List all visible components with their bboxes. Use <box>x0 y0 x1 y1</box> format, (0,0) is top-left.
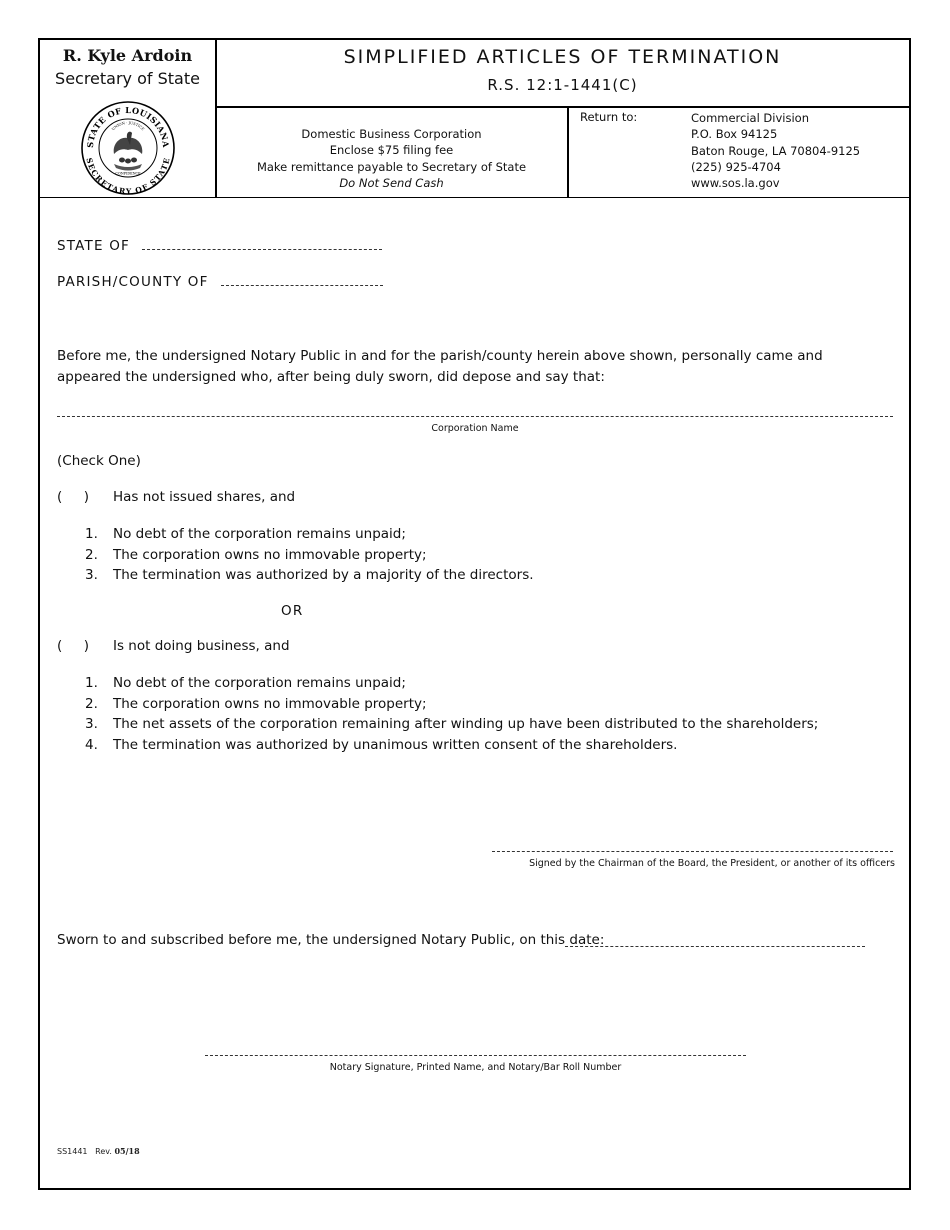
item-number: 2. <box>85 695 98 712</box>
officer-signature-field[interactable] <box>492 851 893 852</box>
state-of-row <box>57 238 382 254</box>
return-address <box>691 110 860 191</box>
item-text: The termination was authorized by a majority of the directors. <box>113 567 534 583</box>
option-a-label: Has not issued shares, and <box>113 489 296 505</box>
secretary-title: Secretary of State <box>55 69 200 88</box>
sworn-statement: Sworn to and subscribed before me, the undersigned Notary Public, on this date: <box>57 932 605 948</box>
address-line: Commercial Division <box>691 111 809 125</box>
item-text: The corporation owns no immovable property; <box>113 546 427 563</box>
check-one-label: (Check One) <box>57 453 141 469</box>
option-b-label: Is not doing business, and <box>113 638 290 654</box>
option-a-conditions <box>57 524 534 586</box>
item-text: The termination was authorized by unanimous written consent of the shareholders. <box>113 736 678 753</box>
state-of-label: STATE OF <box>57 238 131 254</box>
item-number: 1. <box>85 526 98 542</box>
divider <box>216 106 909 108</box>
item-text: No debt of the corporation remains unpaid; <box>113 526 406 542</box>
list-item <box>57 735 818 756</box>
item-number: 3. <box>85 567 98 583</box>
return-to-label: Return to: <box>580 110 638 124</box>
louisiana-state-seal-icon <box>80 100 176 196</box>
list-item <box>57 545 534 566</box>
form-number: SS1441 <box>57 1147 88 1156</box>
notary-signature-field[interactable] <box>205 1055 746 1056</box>
list-item <box>57 694 818 715</box>
form-header <box>40 40 909 198</box>
address-line: Baton Rouge, LA 70804-9125 <box>691 143 861 158</box>
form-revision <box>57 1146 140 1156</box>
item-number: 1. <box>85 675 98 691</box>
secretary-name: R. Kyle Ardoin <box>62 46 193 65</box>
form-frame <box>38 38 911 1190</box>
revision-date: 05/18 <box>114 1146 140 1156</box>
revision-label: Rev. <box>95 1147 112 1156</box>
state-of-field[interactable] <box>142 249 382 250</box>
item-number: 4. <box>85 736 98 753</box>
item-number: 2. <box>85 546 98 563</box>
list-item <box>57 673 818 694</box>
address-line: (225) 925-4704 <box>691 159 781 174</box>
filing-info-line: Domestic Business Corporation <box>301 127 482 141</box>
item-text: No debt of the corporation remains unpaid; <box>113 675 406 691</box>
or-separator: OR <box>281 603 304 619</box>
seal-top-text: STATE OF LOUISIANA <box>84 104 172 149</box>
seal-bottom-text: SECRETARY OF STATE <box>84 156 172 196</box>
item-text: The corporation owns no immovable property; <box>113 695 427 712</box>
no-cash-notice: Do Not Send Cash <box>339 175 444 190</box>
option-b-conditions <box>57 673 818 755</box>
intro-paragraph: Before me, the undersigned Notary Public in and for the parish/county herein above shown, personally came and appeared the undersigned who, after being duly sworn, did depose and say that: <box>57 348 823 385</box>
officer-signature-caption: Signed by the Chairman of the Board, the President, or another of its officers <box>529 858 895 869</box>
parish-county-field[interactable] <box>221 285 383 286</box>
filing-info-line: Enclose $75 filing fee <box>329 143 454 158</box>
form-title: SIMPLIFIED ARTICLES OF TERMINATION <box>343 46 782 68</box>
seal-motto-bottom: CONFIDENCE <box>115 171 141 176</box>
corporation-name-caption: Corporation Name <box>431 423 519 434</box>
filing-info-line: Make remittance payable to Secretary of State <box>256 159 527 174</box>
filing-info <box>216 126 567 191</box>
list-item <box>57 565 534 586</box>
address-line: www.sos.la.gov <box>691 176 780 191</box>
seal-motto-top: UNION · JUSTICE <box>111 120 145 132</box>
divider <box>567 107 569 197</box>
notary-signature-caption: Notary Signature, Printed Name, and Notary/Bar Roll Number <box>329 1062 622 1073</box>
list-item <box>57 524 534 545</box>
list-item <box>57 714 818 735</box>
sworn-date-field[interactable] <box>565 946 865 947</box>
address-line: P.O. Box 94125 <box>691 127 778 142</box>
item-text: The net assets of the corporation remaining after winding up have been distributed to the shareholders; <box>113 716 819 732</box>
item-number: 3. <box>85 716 98 732</box>
checkbox-option-b[interactable]: ( ) <box>57 638 89 654</box>
corporation-name-field[interactable] <box>57 416 893 417</box>
statute-reference: R.S. 12:1-1441(C) <box>487 76 638 94</box>
parish-row <box>57 274 383 290</box>
parish-county-label: PARISH/COUNTY OF <box>57 274 209 290</box>
checkbox-option-a[interactable]: ( ) <box>57 489 89 505</box>
svg-text:UNION · JUSTICE <box>111 121 145 132</box>
